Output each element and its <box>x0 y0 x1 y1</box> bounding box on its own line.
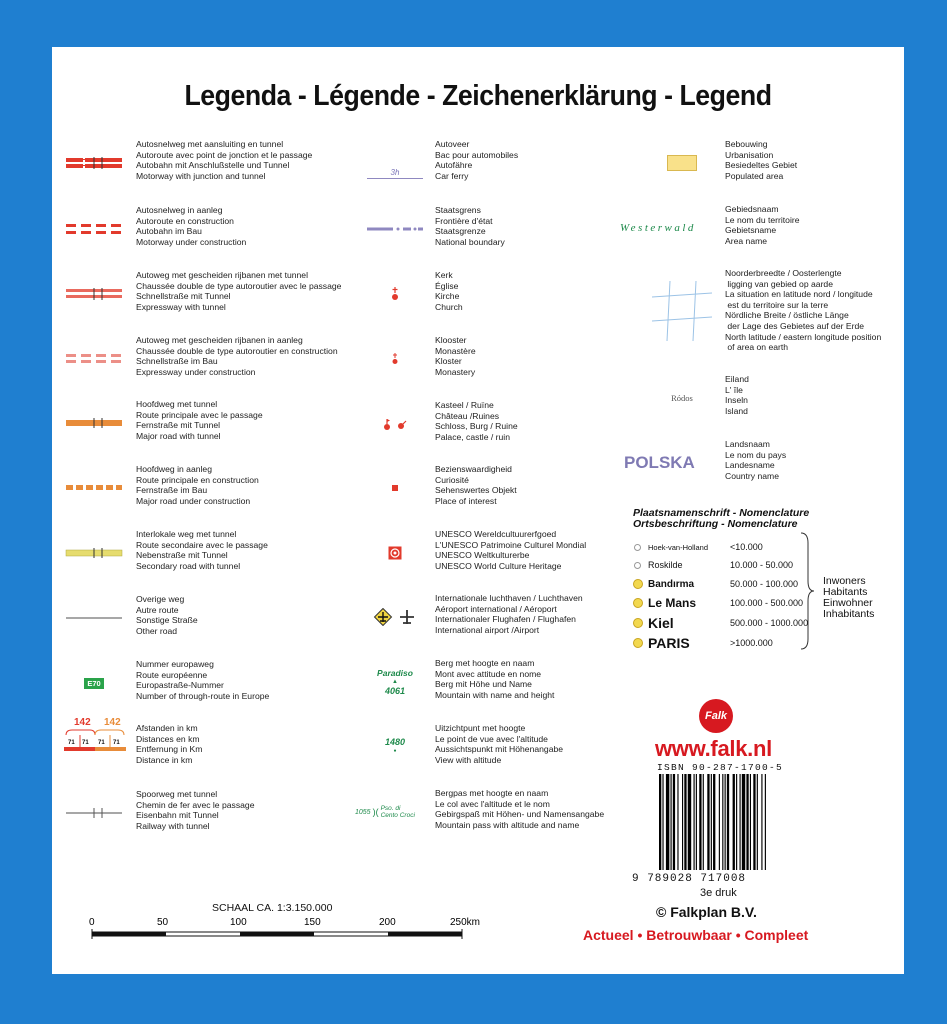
legend-text-line: ligging van gebied op aarde <box>725 278 833 289</box>
legend-item-area-name <box>620 204 902 254</box>
area-name-label: Westerwald <box>620 222 696 234</box>
scale-tick-label: 150 <box>304 917 321 928</box>
legend-text-line: Autoroute avec point de jonction et le passage <box>136 149 313 160</box>
legend-text-line: North latitude / eastern longitude position <box>725 331 882 342</box>
legend-text-line: Autoveer <box>435 139 470 149</box>
legend-text-line: Urbanisation <box>725 149 774 160</box>
scale-tick-label: 250km <box>450 917 481 928</box>
area-name-icon <box>620 204 717 252</box>
motorway-icon <box>64 139 124 187</box>
population-range: 10.000 - 50.000 <box>730 560 794 570</box>
pass-height-label: 1055 <box>355 808 371 816</box>
legend-item-secondary-road <box>64 529 344 579</box>
legend-text-line: Other road <box>136 625 178 636</box>
town-example: PARIS <box>648 635 690 651</box>
mountain-pass-icon <box>355 788 435 836</box>
town-example: Hoek-van-Holland <box>648 542 709 552</box>
legend-text-line: Major road under construction <box>136 495 251 506</box>
legend-text-line: der Lage des Gebietes auf der Erde <box>725 320 865 331</box>
expressway-icon <box>64 270 124 318</box>
peak-marker: ▲ <box>392 678 398 685</box>
legend-text-line: View with altitude <box>435 754 502 765</box>
distance-small-label: 71 <box>113 740 120 746</box>
legend-text-line: Fernstraße mit Tunnel <box>136 420 221 431</box>
legend-text-line: Overige weg <box>136 594 185 604</box>
legend-text-line: Bergpas met hoogte en naam <box>435 788 549 798</box>
legend-text-line: Aéroport international / Aéroport <box>435 603 557 614</box>
legend-item-castle-ruin <box>355 400 635 450</box>
island-label: Ródos <box>671 393 693 403</box>
copyright-notice: © Falkplan B.V. <box>656 904 757 920</box>
legend-text-line: Bebouwing <box>725 139 768 149</box>
legend-text-line: Besiedeltes Gebiet <box>725 160 798 171</box>
legend-text-line: Kloster <box>435 356 462 367</box>
inhabitants-label: Inhabitants <box>823 608 875 620</box>
legend-text-line: Eisenbahn mit Tunnel <box>136 810 219 821</box>
legend-text-line: Europastraße-Nummer <box>136 680 224 691</box>
legend-text-line: Afstanden in km <box>136 723 198 733</box>
population-range: 100.000 - 500.000 <box>730 598 804 608</box>
viewpoint-icon <box>355 723 435 771</box>
legend-item-railway <box>64 789 344 839</box>
secondary-road-icon <box>64 529 124 577</box>
legend-text-line: Expressway under construction <box>136 366 256 377</box>
nomenclature-row <box>632 556 794 574</box>
legend-text-line: Le nom du territoire <box>725 214 800 225</box>
town-dot-icon <box>634 544 641 551</box>
legend-text-line: Secondary road with tunnel <box>136 560 241 571</box>
viewpoint-marker: ● <box>393 748 397 754</box>
legend-text-line: Autre route <box>136 604 179 615</box>
town-dot-icon <box>634 562 641 569</box>
major-road-icon <box>64 399 124 447</box>
scale-title: SCHAAL CA. 1:3.150.000 <box>212 902 333 914</box>
expressway-construction-icon <box>64 335 124 383</box>
legend-text-line: Frontière d'état <box>435 215 493 226</box>
legend-text-line: Nördliche Breite / östliche Länge <box>725 310 849 321</box>
legend-text-line: L'UNESCO Patrimoine Culturel Mondial <box>435 539 587 550</box>
legend-text-line: Autobahn mit Anschlußstelle und Tunnel <box>136 160 290 171</box>
distance-small-label: 71 <box>68 740 75 746</box>
legend-item-viewpoint <box>355 723 635 773</box>
inhabitants-labels <box>823 576 874 620</box>
church-icon <box>355 270 435 318</box>
legend-item-major-road-construction <box>64 464 344 514</box>
europe-road-number-icon <box>64 659 124 707</box>
legend-text-line: International airport /Airport <box>435 624 540 635</box>
airport-icon <box>355 593 435 641</box>
nomenclature-title-line: Plaatsnamenschrift - Nomenclature <box>633 507 810 519</box>
legend-text-line: Staatsgrenze <box>435 226 486 237</box>
legend-text-line: Area name <box>725 235 768 246</box>
scale-tick-label: 200 <box>379 917 396 928</box>
legend-text-line: Bezienswaardigheid <box>435 464 512 474</box>
national-boundary-icon <box>355 205 435 253</box>
legend-text-line: Nebenstraße mit Tunnel <box>136 550 228 561</box>
legend-text-line: Monastère <box>435 345 476 356</box>
legend-text-line: Landsnaam <box>725 439 770 449</box>
railway-icon <box>64 789 124 837</box>
legend-item-distances <box>64 717 344 773</box>
legend-item-expressway <box>64 270 344 320</box>
legend-item-airport <box>355 593 635 643</box>
legend-item-unesco <box>355 529 635 579</box>
legend-text-line: Le nom du pays <box>725 449 787 460</box>
legend-text-line: National boundary <box>435 236 505 247</box>
legend-text-line: Eiland <box>725 374 749 384</box>
legend-item-mountain <box>355 658 635 708</box>
legend-text-line: Internationaler Flughafen / Flughafen <box>435 614 576 625</box>
legend-text-line: of area on earth <box>725 342 789 353</box>
legend-text-line: UNESCO Weltkulturerbe <box>435 550 530 561</box>
legend-item-country-name <box>624 439 902 489</box>
legend-text-line: Place of interest <box>435 495 497 506</box>
country-name-icon <box>624 439 717 487</box>
falk-logo <box>699 699 733 733</box>
legend-text-line: Spoorweg met tunnel <box>136 789 218 799</box>
mountain-name-label: Paradiso <box>377 667 413 678</box>
scale-tick-label: 0 <box>89 917 95 928</box>
built-up-area-icon <box>647 139 717 187</box>
legend-text-line: UNESCO Wereldcultuurerfgoed <box>435 529 557 539</box>
legend-text-line: Route secondaire avec le passage <box>136 539 268 550</box>
unesco-icon <box>355 529 435 577</box>
legend-text-line: Mountain with name and height <box>435 689 555 700</box>
city-dot-icon <box>633 598 643 608</box>
legend-text-line: Schnellstraße im Bau <box>136 356 218 367</box>
legend-text-line: Staatsgrens <box>435 205 481 215</box>
legend-text-line: Le point de vue avec l'altitude <box>435 733 548 744</box>
population-range: >1000.000 <box>730 638 773 648</box>
legend-text-line: Église <box>435 280 459 291</box>
legend-text-line: Kasteel / Ruïne <box>435 400 494 410</box>
legend-text-line: Mountain pass with altitude and name <box>435 819 580 830</box>
castle-ruin-icon <box>355 400 435 448</box>
motorway-construction-icon <box>64 205 124 253</box>
pass-name-label: Cento Croci <box>380 812 415 819</box>
nomenclature-row <box>632 634 773 652</box>
legend-text-line: Inseln <box>725 395 748 406</box>
distance-big-label: 142 <box>74 717 91 728</box>
nomenclature-row <box>632 575 799 593</box>
legend-text-line: Kerk <box>435 270 453 280</box>
distance-small-label: 71 <box>82 740 89 746</box>
nomenclature-title-line: Ortsbeschriftung - Nomenclature <box>633 518 798 530</box>
town-example: Le Mans <box>648 596 697 610</box>
inhabitants-label: Einwohner <box>823 597 873 609</box>
city-dot-icon <box>633 618 643 628</box>
isbn-number: ISBN 90-287-1700-5 <box>657 762 784 773</box>
legend-text-line: Chaussée double de type autoroutier en construction <box>136 345 338 356</box>
legend-text-line: Autoroute en construction <box>136 215 234 226</box>
legend-item-mountain-pass <box>355 788 635 838</box>
legend-text-line: Church <box>435 301 463 312</box>
legend-item-expressway-construction <box>64 335 344 385</box>
europe-road-badge: E70 <box>84 678 103 689</box>
legend-text-line: Route européenne <box>136 669 208 680</box>
falk-logo-text: Falk <box>704 710 727 722</box>
legend-text-line: Le col avec l'altitude et le nom <box>435 798 550 809</box>
place-of-interest-icon <box>355 464 435 512</box>
nomenclature-title <box>633 508 809 530</box>
population-range: 50.000 - 100.000 <box>730 579 799 589</box>
legend-text-line: Schnellstraße mit Tunnel <box>136 291 231 302</box>
population-range: <10.000 <box>730 542 763 552</box>
legend-text-line: Berg met hoogte en naam <box>435 658 535 668</box>
nomenclature-row <box>632 538 763 556</box>
legend-text-line: Autoweg met gescheiden rijbanen met tunnel <box>136 270 308 280</box>
distance-small-label: 71 <box>98 740 105 746</box>
legend-text-line: Bac pour automobiles <box>435 149 519 160</box>
page-title: Legenda - Légende - Zeichenerklärung - Legend <box>184 80 772 112</box>
barcode-icon <box>657 774 801 872</box>
country-name-label: POLSKA <box>624 453 695 472</box>
mountain-icon <box>355 658 435 706</box>
legend-item-place-of-interest <box>355 464 635 514</box>
legend-item-motorway <box>64 139 344 189</box>
legend-text-line: Schloss, Burg / Ruine <box>435 421 518 432</box>
legend-text-line: Autosnelweg met aansluiting en tunnel <box>136 139 284 149</box>
town-example: Bandırma <box>648 578 695 590</box>
town-dot-icon <box>633 579 643 589</box>
legend-text-line: Uitzichtpunt met hoogte <box>435 723 526 733</box>
nomenclature-row <box>632 614 809 632</box>
legend-text-line: Berg mit Höhe und Name <box>435 679 532 690</box>
legend-text-line: Gebirgspaß mit Höhen- und Namensangabe <box>435 809 605 820</box>
legend-text-line: Motorway under construction <box>136 236 247 247</box>
legend-text-line: Noorderbreedte / Oosterlengte <box>725 268 842 278</box>
scale-bar-graphic <box>82 929 472 941</box>
legend-text-line: Route principale avec le passage <box>136 409 263 420</box>
tagline: Actueel • Betrouwbaar • Compleet <box>583 927 809 943</box>
legend-text-line: Island <box>725 405 748 416</box>
scale-tick-label: 100 <box>230 917 247 928</box>
scale-tick-label: 50 <box>157 917 169 928</box>
nomenclature-row <box>632 594 804 612</box>
mountain-height-label: 4061 <box>384 685 406 696</box>
legend-text-line: Interlokale weg met tunnel <box>136 529 237 539</box>
distances-icon <box>64 717 124 771</box>
legend-text-line: L' île <box>725 384 743 395</box>
legend-item-car-ferry <box>355 139 635 200</box>
other-road-icon <box>64 594 124 642</box>
legend-text-line: Chemin de fer avec le passage <box>136 799 255 810</box>
distance-big-label: 142 <box>104 717 121 728</box>
legend-text-line: Fernstraße im Bau <box>136 485 208 496</box>
legend-text-line: Motorway with junction and tunnel <box>136 170 266 181</box>
legend-item-motorway-construction <box>64 205 344 255</box>
legend-text-line: Gebietsname <box>725 225 777 236</box>
legend-text-line: Hoofdweg met tunnel <box>136 399 218 409</box>
legend-text-line: Railway with tunnel <box>136 820 210 831</box>
legend-text-line: Country name <box>725 470 779 481</box>
legend-text-line: Major road with tunnel <box>136 430 221 441</box>
monastery-icon <box>355 335 435 383</box>
pass-name-label: Pso. di <box>380 805 401 812</box>
island-icon <box>647 374 717 422</box>
legend-text-line: UNESCO World Culture Heritage <box>435 560 562 571</box>
viewpoint-height-label: 1480 <box>384 737 406 747</box>
website-url[interactable]: www.falk.nl <box>655 736 772 761</box>
legend-text-line: est du territoire sur la terre <box>725 299 829 310</box>
legend-text-line: Nummer europaweg <box>136 659 214 669</box>
legend-text-line: Gebiedsnaam <box>725 204 779 214</box>
legend-text-line: Autobahn im Bau <box>136 226 202 237</box>
ferry-duration-label: 3h <box>390 168 400 177</box>
pass-marker: )( <box>372 807 379 817</box>
legend-text-line: Internationale luchthaven / Luchthaven <box>435 593 583 603</box>
car-ferry-icon <box>355 150 435 198</box>
legend-text-line: Expressway with tunnel <box>136 301 226 312</box>
legend-text-line: Car ferry <box>435 170 469 181</box>
legend-text-line: Populated area <box>725 170 784 181</box>
legend-item-island <box>647 374 902 424</box>
legend-text-line: Distance in km <box>136 754 193 765</box>
population-range: 500.000 - 1000.000 <box>730 618 809 628</box>
town-example: Kiel <box>648 615 674 631</box>
edition-label: 3e druk <box>700 887 737 899</box>
legend-item-national-boundary <box>355 205 635 255</box>
legend-item-major-road <box>64 399 344 449</box>
legend-text-line: Kirche <box>435 291 460 302</box>
scale-bar <box>82 913 481 943</box>
legend-text-line: Autoweg met gescheiden rijbanen in aanleg <box>136 335 303 345</box>
legend-item-church <box>355 270 635 320</box>
legend-text-line: Curiosité <box>435 474 469 485</box>
major-road-construction-icon <box>64 464 124 512</box>
legend-item-lat-long-grid <box>647 268 902 358</box>
legend-text-line: Distances en km <box>136 733 200 744</box>
legend-text-line: Klooster <box>435 335 467 345</box>
inhabitants-label: Inwoners <box>823 575 866 587</box>
legend-item-built-up-area <box>647 139 902 189</box>
legend-text-line: Landesname <box>725 460 775 471</box>
legend-text-line: Route principale en construction <box>136 474 259 485</box>
capital-dot-icon <box>633 638 643 648</box>
curly-brace-icon <box>799 531 815 651</box>
legend-text-line: Mont avec attitude en nome <box>435 668 542 679</box>
legend-text-line: Autosnelweg in aanleg <box>136 205 223 215</box>
legend-text-line: Château /Ruines <box>435 410 500 421</box>
legend-item-europe-road <box>64 659 344 709</box>
legend-item-monastery <box>355 335 635 385</box>
barcode-number: 9 789028 717008 <box>632 873 747 885</box>
legend-text-line: Sonstige Straße <box>136 615 198 626</box>
inhabitants-label: Habitants <box>823 586 868 598</box>
legend-text-line: Aussichtspunkt mit Höhenangabe <box>435 744 564 755</box>
legend-text-line: Number of through-route in Europe <box>136 690 270 701</box>
legend-text-line: Sehenswertes Objekt <box>435 485 517 496</box>
legend-text-line: Autofähre <box>435 160 473 171</box>
legend-text-line: Palace, castle / ruin <box>435 431 510 442</box>
legend-text-line: Monastery <box>435 366 476 377</box>
legend-item-other-road <box>64 594 344 644</box>
town-example: Roskilde <box>648 560 683 570</box>
legend-sheet <box>52 47 904 974</box>
legend-text-line: Entfernung in Km <box>136 744 203 755</box>
legend-text-line: Chaussée double de type autoroutier avec le passage <box>136 280 342 291</box>
lat-long-grid-icon <box>647 268 717 353</box>
legend-text-line: La situation en latitude nord / longitude <box>725 289 873 300</box>
legend-text-line: Hoofdweg in aanleg <box>136 464 212 474</box>
